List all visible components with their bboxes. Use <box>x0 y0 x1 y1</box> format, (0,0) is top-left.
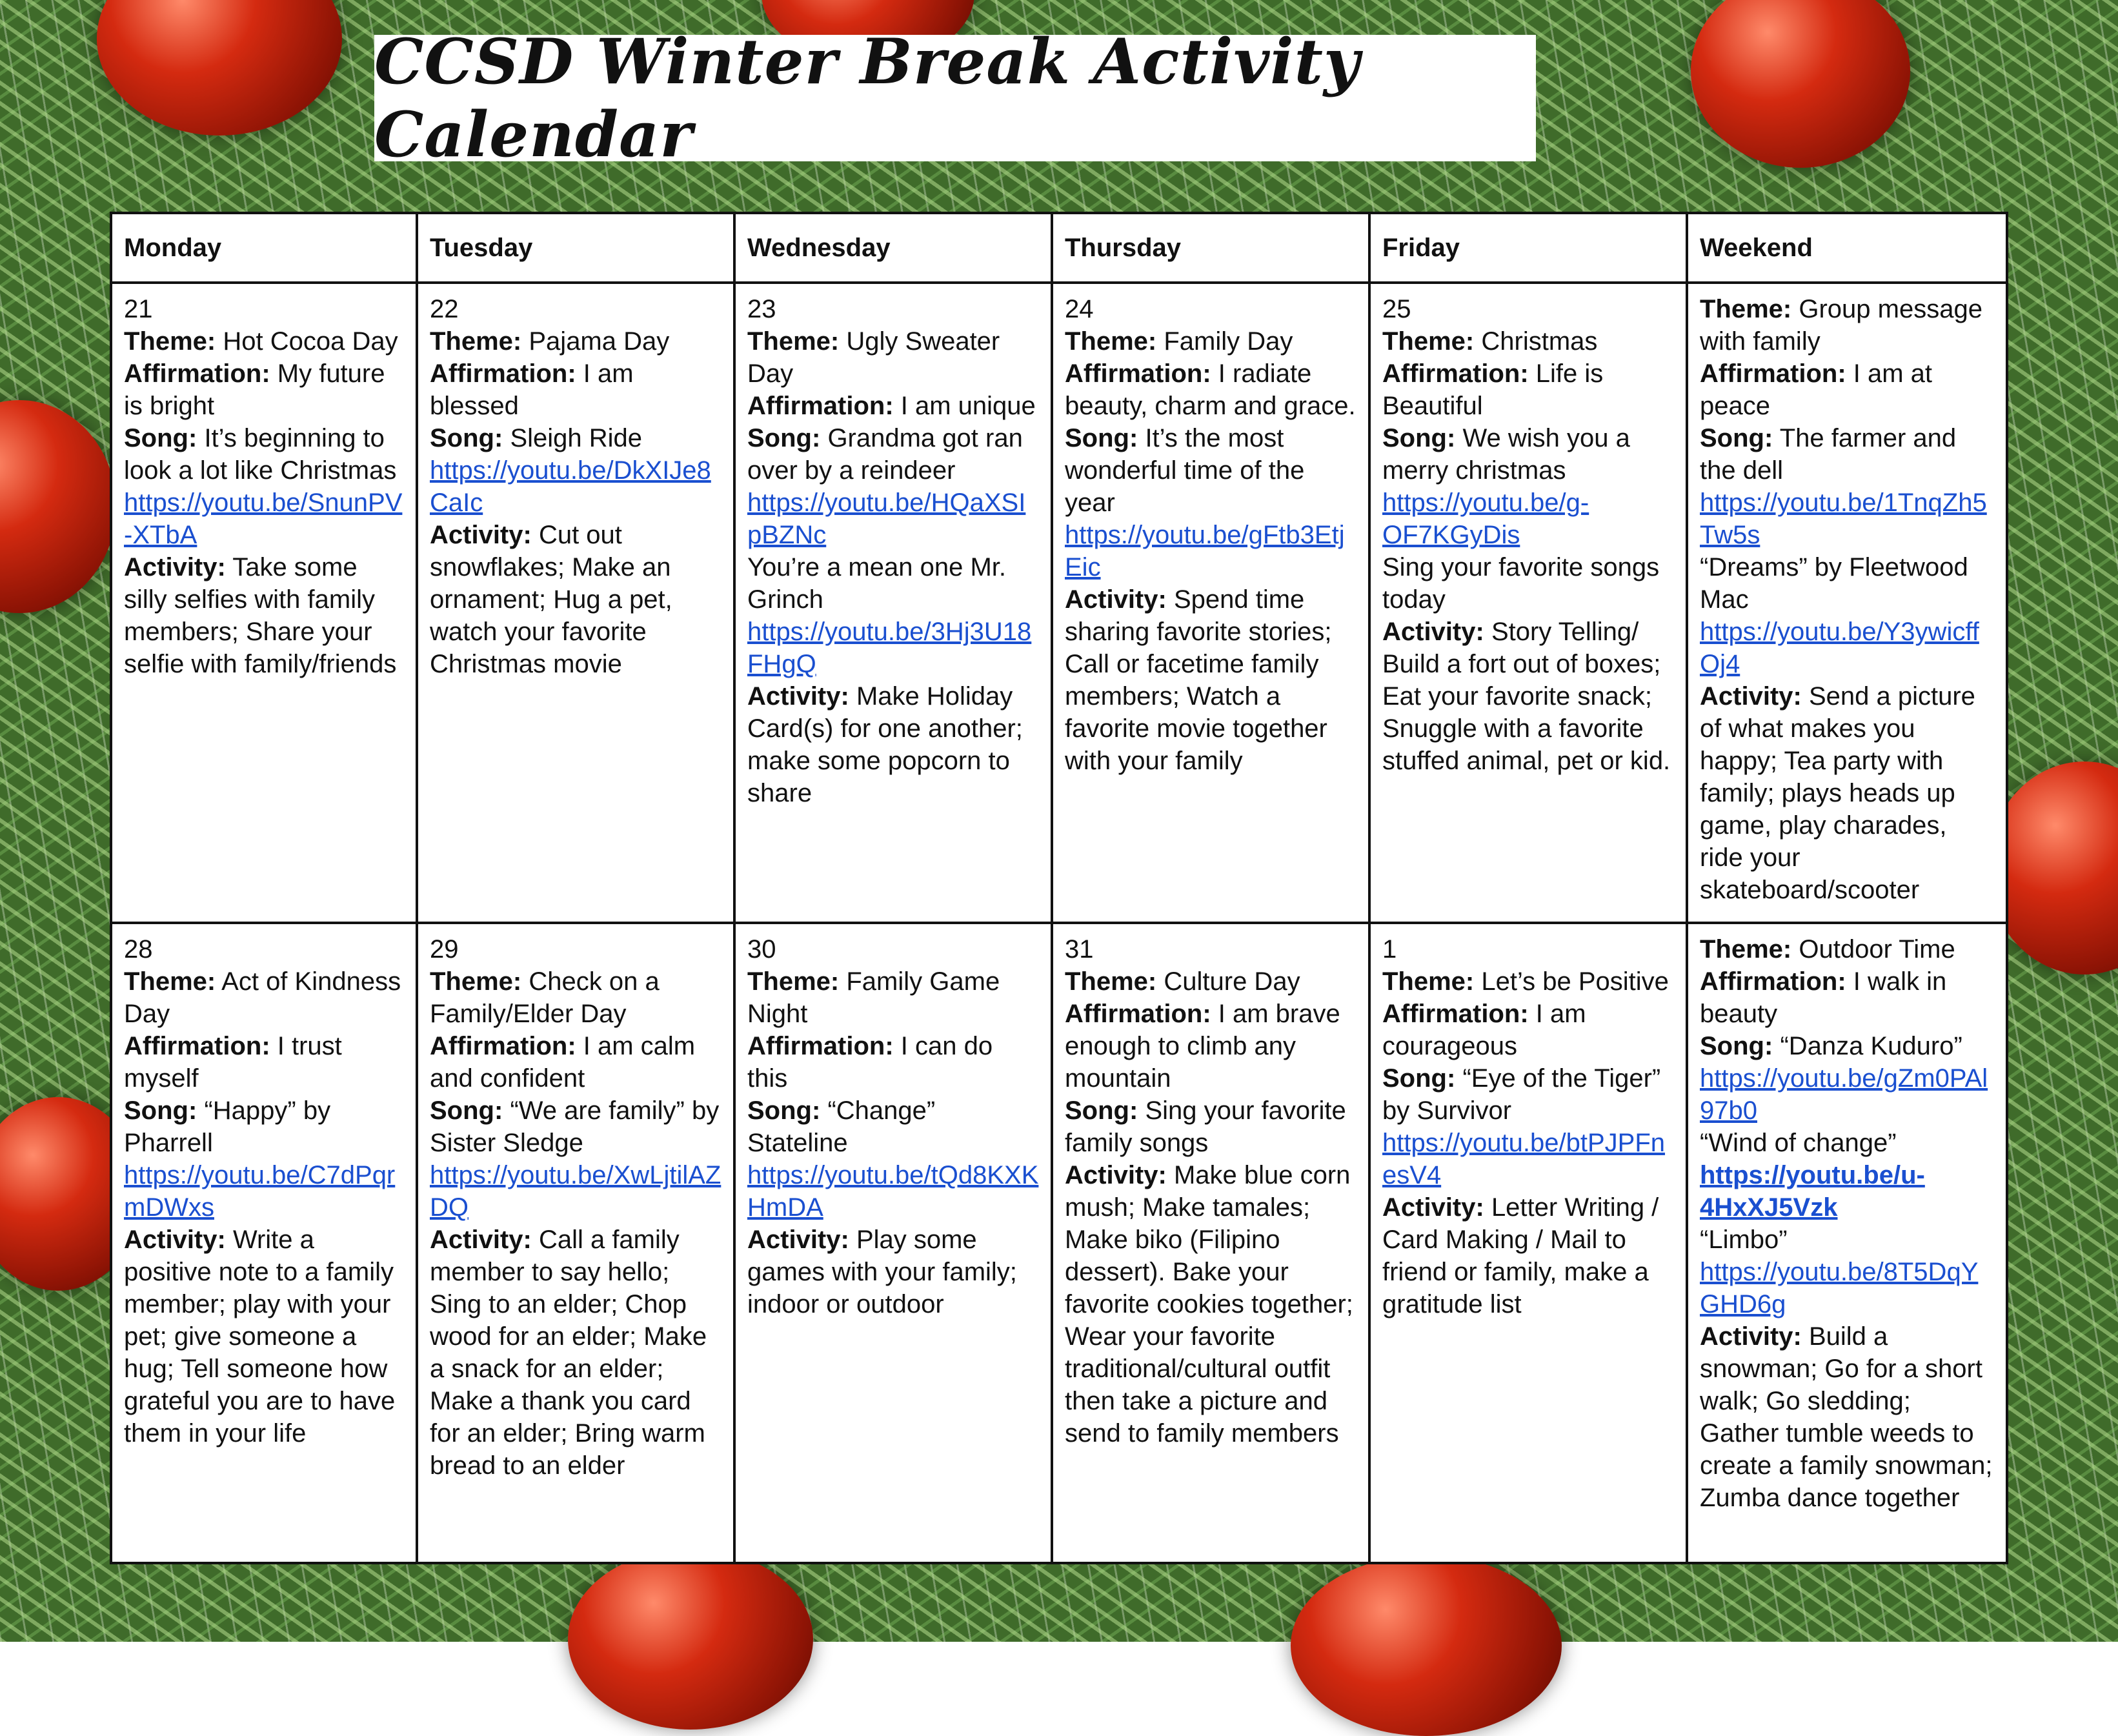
header-tuesday: Tuesday <box>417 213 734 283</box>
activity-text: Call a family member to say hello; Sing to an elder; Chop wood for an elder; Make a snack for an elder; Make a thank you card for an elder; Bring warm bread to an elder <box>430 1226 707 1480</box>
song-text: The farmer and the dell <box>1700 424 1957 485</box>
day-cell-22 <box>417 283 734 923</box>
affirmation-text: Life is Beautiful <box>1382 359 1604 420</box>
activity-text: Make Holiday Card(s) for one another; make some popcorn to share <box>747 682 1023 807</box>
song-text-3: “Limbo” <box>1700 1226 1788 1254</box>
date-number: 30 <box>747 935 776 964</box>
affirmation-text: I radiate beauty, charm and grace. <box>1065 359 1356 420</box>
theme-label: Theme: <box>1700 935 1792 964</box>
header-thursday: Thursday <box>1052 213 1369 283</box>
theme-text: Hot Cocoa Day <box>223 327 398 356</box>
theme-text: Outdoor Time <box>1799 935 1955 964</box>
song-link[interactable]: https://youtu.be/gZm0PAl97b0 <box>1700 1064 1988 1125</box>
activity-text: Story Telling/ Build a fort out of boxes; Eat your favorite snack; Snuggle with a favorite stuffed animal, pet or kid. <box>1382 618 1671 775</box>
song-label: Song: <box>1065 1096 1138 1125</box>
song-label: Song: <box>430 1096 503 1125</box>
ornament-bottom-left <box>568 1549 813 1730</box>
affirmation-label: Affirmation: <box>430 1032 576 1060</box>
theme-label: Theme: <box>1065 327 1157 356</box>
theme-text: Family Day <box>1164 327 1293 356</box>
date-number: 25 <box>1382 295 1411 323</box>
activity-label: Activity: <box>747 682 849 711</box>
affirmation-label: Affirmation: <box>1382 359 1529 388</box>
theme-label: Theme: <box>1382 327 1475 356</box>
song-text: It’s the most wonderful time of the year <box>1065 424 1305 517</box>
song-label: Song: <box>1065 424 1138 452</box>
affirmation-text: I walk in beauty <box>1700 967 1947 1028</box>
affirmation-label: Affirmation: <box>1700 967 1846 996</box>
activity-label: Activity: <box>1700 682 1802 711</box>
date-number: 1 <box>1382 935 1397 964</box>
song-text: Sleigh Ride <box>510 424 643 452</box>
affirmation-label: Affirmation: <box>1382 1000 1529 1028</box>
song-link-3[interactable]: https://youtu.be/8T5DqYGHD6g <box>1700 1258 1979 1318</box>
song-text: “We are family” by Sister Sledge <box>430 1096 720 1157</box>
day-cell-30 <box>734 923 1052 1563</box>
affirmation-label: Affirmation: <box>1065 359 1211 388</box>
date-number: 22 <box>430 295 459 323</box>
affirmation-text: I am courageous <box>1382 1000 1586 1060</box>
song-link-2[interactable]: https://youtu.be/3Hj3U18FHgQ <box>747 618 1032 678</box>
theme-label: Theme: <box>430 327 522 356</box>
activity-label: Activity: <box>1382 1193 1484 1222</box>
song-text: Sing your favorite family songs <box>1065 1096 1346 1157</box>
affirmation-label: Affirmation: <box>124 359 270 388</box>
theme-label: Theme: <box>124 967 216 996</box>
song-link[interactable]: https://youtu.be/C7dPqrmDWxs <box>124 1161 396 1222</box>
affirmation-text: I am blessed <box>430 359 634 420</box>
day-cell-21 <box>111 283 417 923</box>
theme-label: Theme: <box>747 327 840 356</box>
activity-text: Take some silly selfies with family members; Share your selfie with family/friends <box>124 553 397 678</box>
affirmation-text: I am calm and confident <box>430 1032 696 1093</box>
theme-label: Theme: <box>430 967 522 996</box>
theme-text: Ugly Sweater Day <box>747 327 1000 388</box>
affirmation-label: Affirmation: <box>430 359 576 388</box>
day-cell-24 <box>1052 283 1369 923</box>
date-number: 21 <box>124 295 153 323</box>
song-link[interactable]: https://youtu.be/btPJPFnesV4 <box>1382 1129 1666 1189</box>
day-cell-29 <box>417 923 734 1563</box>
day-cell-28 <box>111 923 417 1563</box>
song-link-2[interactable]: https://youtu.be/u-4HxXJ5Vzk <box>1700 1161 1925 1222</box>
header-row <box>111 213 2007 283</box>
date-number: 28 <box>124 935 153 964</box>
affirmation-label: Affirmation: <box>747 1032 894 1060</box>
theme-label: Theme: <box>747 967 840 996</box>
activity-label: Activity: <box>124 553 226 581</box>
song-text: “Happy” by Pharrell <box>124 1096 331 1157</box>
day-cell-23 <box>734 283 1052 923</box>
song-label: Song: <box>124 1096 197 1125</box>
affirmation-label: Affirmation: <box>124 1032 270 1060</box>
date-number: 23 <box>747 295 776 323</box>
affirmation-text: My future is bright <box>124 359 385 420</box>
theme-text: Let’s be Positive <box>1481 967 1669 996</box>
activity-text: Cut out snowflakes; Make an ornament; Hug a pet, watch your favorite Christmas movie <box>430 521 672 678</box>
song-label: Song: <box>124 424 197 452</box>
header-weekend: Weekend <box>1687 213 2007 283</box>
theme-label: Theme: <box>1382 967 1475 996</box>
activity-label: Activity: <box>430 1226 532 1254</box>
song-label: Song: <box>430 424 503 452</box>
song-text: We wish you a merry christmas <box>1382 424 1630 485</box>
activity-label: Activity: <box>1382 618 1484 646</box>
activity-label: Activity: <box>1700 1322 1802 1351</box>
week-row-1 <box>111 283 2007 923</box>
song-label: Song: <box>747 424 821 452</box>
day-cell-weekend-1 <box>1687 283 2007 923</box>
day-cell-1 <box>1369 923 1687 1563</box>
page-title: CCSD Winter Break Activity Calendar <box>374 25 1360 171</box>
day-cell-25 <box>1369 283 1687 923</box>
theme-text: Family Game Night <box>747 967 1000 1028</box>
song-text: “Eye of the Tiger” by Survivor <box>1382 1064 1661 1125</box>
activity-label: Activity: <box>430 521 532 549</box>
activity-text: Write a positive note to a family member; play with your pet; give someone a hug; Tell someone how grateful you are to have them in your life <box>124 1226 396 1448</box>
theme-text: Christmas <box>1481 327 1598 356</box>
header-friday: Friday <box>1369 213 1687 283</box>
song-link[interactable]: https://youtu.be/1TnqZh5Tw5s <box>1700 489 1987 549</box>
day-cell-weekend-2 <box>1687 923 2007 1563</box>
header-monday: Monday <box>111 213 417 283</box>
affirmation-label: Affirmation: <box>1065 1000 1211 1028</box>
date-number: 31 <box>1065 935 1094 964</box>
activity-text: Spend time sharing favorite stories; Call or facetime family members; Watch a favorite movie together with your family <box>1065 585 1332 775</box>
theme-label: Theme: <box>124 327 216 356</box>
affirmation-label: Affirmation: <box>747 392 894 420</box>
affirmation-text: I can do this <box>747 1032 993 1093</box>
activity-text: Play some games with your family; indoor or outdoor <box>747 1226 1017 1318</box>
activity-text: Letter Writing / Card Making / Mail to friend or family, make a gratitude list <box>1382 1193 1659 1318</box>
activity-label: Activity: <box>1065 1161 1167 1189</box>
song-link[interactable]: https://youtu.be/g-OF7KGyDis <box>1382 489 1589 549</box>
date-number: 24 <box>1065 295 1094 323</box>
affirmation-label: Affirmation: <box>1700 359 1846 388</box>
theme-text: Check on a Family/Elder Day <box>430 967 660 1028</box>
theme-text: Act of Kindness Day <box>124 967 401 1028</box>
song-label: Song: <box>747 1096 821 1125</box>
note-text: Sing your favorite songs today <box>1382 553 1660 614</box>
theme-label: Theme: <box>1065 967 1157 996</box>
song-link[interactable]: https://youtu.be/XwLjtilAZDQ <box>430 1161 721 1222</box>
activity-text: Make blue corn mush; Make tamales; Make biko (Filipino dessert). Bake your favorite cookies together; Wear your favorite traditional/cultural outfit then take a picture and send to family members <box>1065 1161 1353 1448</box>
affirmation-text: I am unique <box>900 392 1036 420</box>
song-link[interactable]: https://youtu.be/SnunPV-XTbA <box>124 489 403 549</box>
song-text: “Change” Stateline <box>747 1096 936 1157</box>
song-label: Song: <box>1382 1064 1456 1093</box>
theme-text: Group message with family <box>1700 295 1982 356</box>
week-row-2 <box>111 923 2007 1563</box>
song-label: Song: <box>1700 424 1773 452</box>
song-link[interactable]: https://youtu.be/DkXIJe8CaIc <box>430 456 711 517</box>
song-text: Grandma got ran over by a reindeer <box>747 424 1023 485</box>
header-wednesday: Wednesday <box>734 213 1052 283</box>
theme-label: Theme: <box>1700 295 1792 323</box>
activity-calendar <box>110 212 2008 1564</box>
affirmation-text: I trust myself <box>124 1032 342 1093</box>
ornament-bottom-right <box>1291 1555 1562 1736</box>
theme-text: Pajama Day <box>529 327 670 356</box>
day-cell-31 <box>1052 923 1369 1563</box>
song-text: It’s beginning to look a lot like Christmas <box>124 424 397 485</box>
song-link[interactable]: https://youtu.be/tQd8KXKHmDA <box>747 1161 1039 1222</box>
song-text: “Danza Kuduro” <box>1780 1032 1962 1060</box>
song-text-2: “Wind of change” <box>1700 1129 1897 1157</box>
activity-label: Activity: <box>124 1226 226 1254</box>
affirmation-text: I am brave enough to climb any mountain <box>1065 1000 1340 1093</box>
song-text-2: “Dreams” by Fleetwood Mac <box>1700 553 1968 614</box>
title-banner <box>374 25 1536 171</box>
song-label: Song: <box>1700 1032 1773 1060</box>
song-link-2[interactable]: https://youtu.be/Y3ywicffOj4 <box>1700 618 1979 678</box>
song-link[interactable]: https://youtu.be/gFtb3EtjEic <box>1065 521 1345 581</box>
theme-text: Culture Day <box>1164 967 1300 996</box>
activity-text: Build a snowman; Go for a short walk; Go sledding; Gather tumble weeds to create a family snowman; Zumba dance together <box>1700 1322 1993 1512</box>
activity-text: Send a picture of what makes you happy; Tea party with family; plays heads up game, play charades, ride your skateboard/scooter <box>1700 682 1975 904</box>
affirmation-text: I am at peace <box>1700 359 1933 420</box>
activity-label: Activity: <box>747 1226 849 1254</box>
song-label: Song: <box>1382 424 1456 452</box>
date-number: 29 <box>430 935 459 964</box>
activity-label: Activity: <box>1065 585 1167 614</box>
song-text-2: You’re a mean one Mr. Grinch <box>747 553 1006 614</box>
song-link[interactable]: https://youtu.be/HQaXSIpBZNc <box>747 489 1026 549</box>
